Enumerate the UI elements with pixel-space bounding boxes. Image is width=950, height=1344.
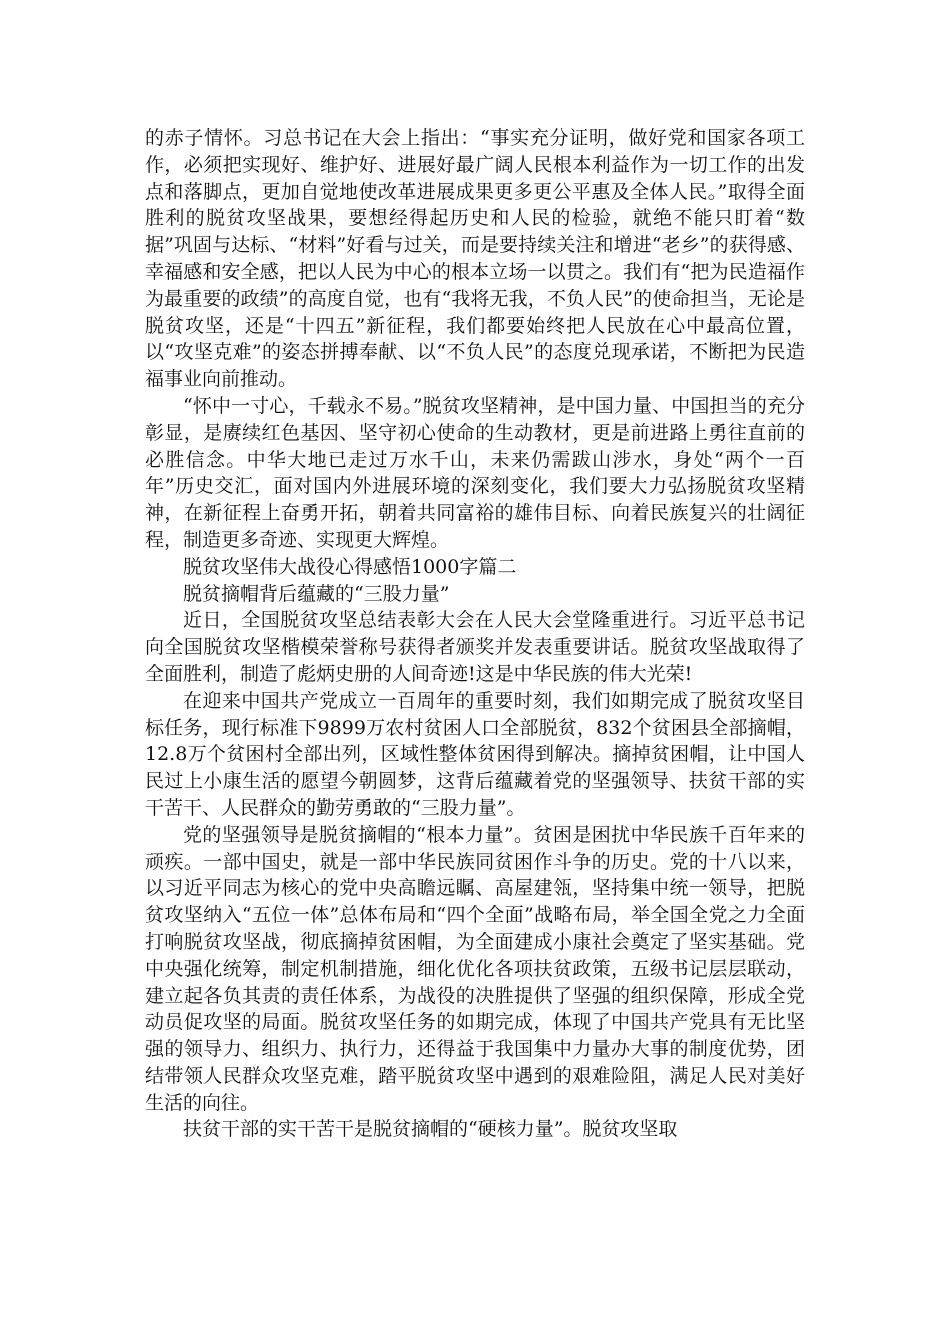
body-paragraph: 扶贫干部的实干苦干是脱贫摘帽的“硬核力量”。脱贫攻坚取 [183,1118,678,1141]
body-paragraph: 的赤子情怀。习总书记在大会上指出：“事实充分证明，做好党和国家各项工作，必须把实现好、维护好、进展好最广阔人民根本利益作为一切工作的出发点和落脚点，更加自觉地使改革进展成果更多更公平惠及全体人民。”取得全面胜利的脱贫攻坚战果，要想经得起历史和人民的检验，就绝不能只盯着“数据”巩固与达标、“材料”好看与过关，而是要持续关注和增进“老乡”的获得感、幸福感和安全感，把以人民为中心的根本立场一以贯之。我们有“把为民造福作为最重要的政绩”的高度自觉，也有“我将无我，不负人民”的使命担当，无论是脱贫攻坚，还是“十四五”新征程，我们都要始终把人民放在心中最高位置，以“攻坚克难”的姿态拼搏奉献、以“不负人民”的态度兑现承诺，不断把为民造福事业向前推动。 [145,127,805,391]
document-body [145,125,805,1143]
section-title: 脱贫攻坚伟大战役心得感悟1000字篇二 [183,555,517,578]
body-paragraph: 近日，全国脱贫攻坚总结表彰大会在人民大会堂隆重进行。习近平总书记向全国脱贫攻坚楷模荣誉称号获得者颁奖并发表重要讲话。脱贫攻坚战取得了全面胜利，制造了彪炳史册的人间奇迹!这是中华民族的伟大光荣! [145,609,805,685]
section-subtitle: 脱贫摘帽背后蕴藏的“三股力量” [183,582,450,605]
body-paragraph: 党的坚强领导是脱贫摘帽的“根本力量”。贫困是困扰中华民族千百年来的顽疾。一部中国史，就是一部中华民族同贫困作斗争的历史。党的十八以来，以习近平同志为核心的党中央高瞻远瞩、高屋建瓴，坚持集中统一领导，把脱贫攻坚纳入“五位一体”总体布局和“四个全面”战略布局，举全国全党之力全面打响脱贫攻坚战，彻底摘掉贫困帽，为全面建成小康社会奠定了坚实基础。党中央强化统筹，制定机制措施，细化优化各项扶贫政策，五级书记层层联动，建立起各负其责的责任体系，为战役的决胜提供了坚强的组织保障，形成全党动员促攻坚的局面。脱贫攻坚任务的如期完成，体现了中国共产党具有无比坚强的领导力、组织力、执行力，还得益于我国集中力量办大事的制度优势，团结带领人民群众攻坚克难，踏平脱贫攻坚中遇到的艰难险阻，满足人民对美好生活的向往。 [145,823,805,1114]
body-paragraph: “怀中一寸心，千载永不易。”脱贫攻坚精神，是中国力量、中国担当的充分彰显，是赓续红色基因、坚守初心使命的生动教材，更是前进路上勇往直前的必胜信念。中华大地已走过万水千山，未来仍需跋山涉水，身处“两个一百年”历史交汇，面对国内外进展环境的深刻变化，我们要大力弘扬脱贫攻坚精神，在新征程上奋勇开拓，朝着共同富裕的雄伟目标、向着民族复兴的壮阔征程，制造更多奇迹、实现更大辉煌。 [145,394,805,551]
body-paragraph: 在迎来中国共产党成立一百周年的重要时刻，我们如期完成了脱贫攻坚目标任务，现行标准下9899万农村贫困人口全部脱贫，832个贫困县全部摘帽，12.8万个贫困村全部出列，区域性整体贫困得到解决。摘掉贫困帽，让中国人民过上小康生活的愿望今朝圆梦，这背后蕴藏着党的坚强领导、扶贫干部的实干苦干、人民群众的勤劳勇敢的“三股力量”。 [145,689,805,819]
